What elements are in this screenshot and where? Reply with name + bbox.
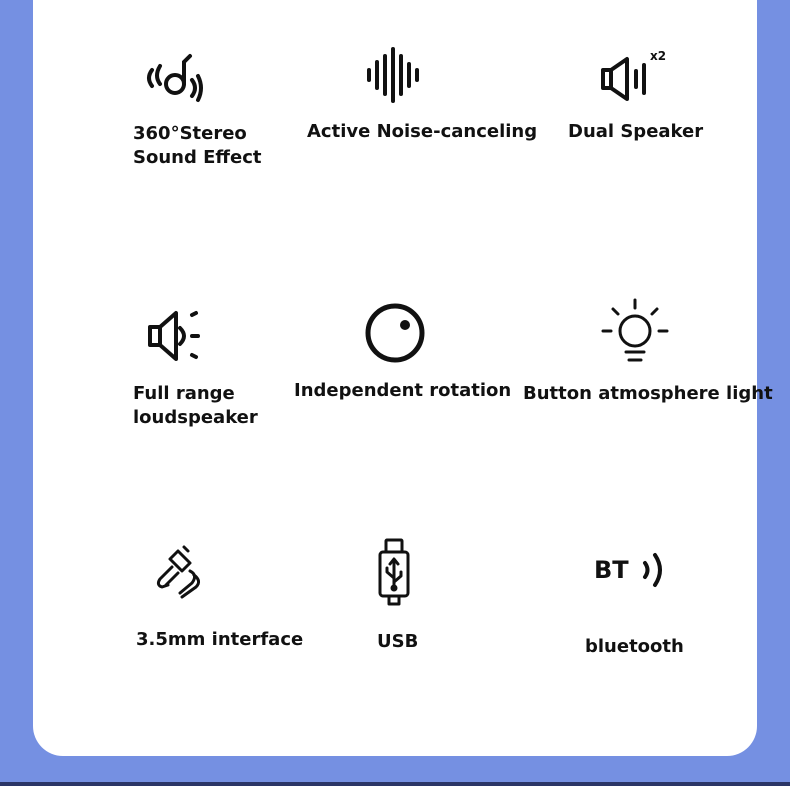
stereo-label-line2: Sound Effect bbox=[133, 147, 262, 168]
bt-icon-text: BT bbox=[594, 556, 629, 584]
light-bulb-icon bbox=[601, 298, 669, 366]
sound-wave-icon bbox=[366, 46, 422, 104]
bluetooth-label: bluetooth bbox=[585, 636, 684, 657]
rotation-label: Independent rotation bbox=[294, 380, 512, 401]
stereo-label-line1: 360°Stereo bbox=[133, 123, 247, 144]
stereo-sound-icon bbox=[144, 52, 206, 106]
stereo-label bbox=[133, 122, 261, 170]
aux-label: 3.5mm interface bbox=[136, 629, 304, 650]
fullrange-label-line1: Full range bbox=[133, 383, 235, 404]
rotation-knob-icon bbox=[364, 302, 426, 364]
fullrange-label-line2: loudspeaker bbox=[133, 407, 258, 428]
speaker-icon bbox=[600, 56, 648, 104]
usb-label: USB bbox=[377, 631, 419, 652]
audio-jack-icon bbox=[154, 545, 204, 599]
bottom-strip bbox=[0, 782, 790, 786]
noise-label: Active Noise-canceling bbox=[307, 121, 538, 142]
dual-speaker-label: Dual Speaker bbox=[568, 121, 704, 142]
loudspeaker-icon bbox=[148, 310, 200, 362]
bluetooth-icon bbox=[641, 551, 667, 589]
usb-icon bbox=[378, 538, 410, 606]
dual-speaker-badge: x2 bbox=[650, 49, 667, 63]
light-label: Button atmosphere light bbox=[523, 383, 773, 404]
fullrange-label bbox=[133, 382, 258, 430]
